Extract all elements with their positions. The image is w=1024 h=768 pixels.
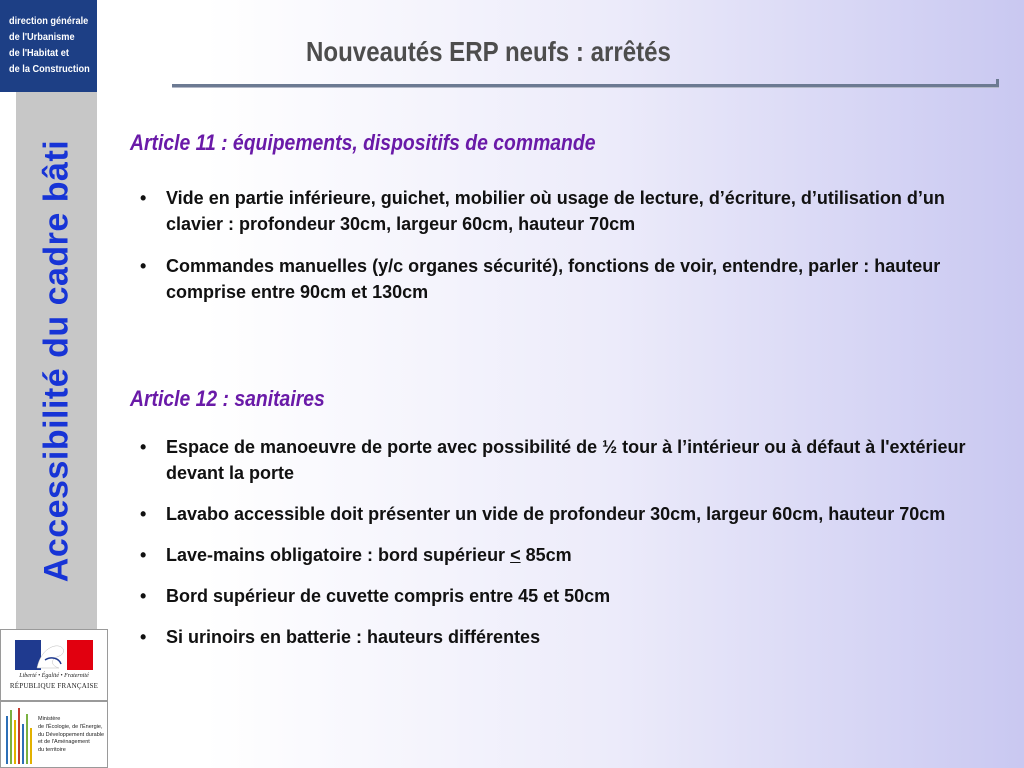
list-item-text: Lavabo accessible doit présenter un vide de profondeur 30cm, largeur 60cm, hauteur 70cm [166, 504, 946, 524]
org-line: de l'Urbanisme [9, 32, 75, 43]
section-heading-article-11: Article 11 : équipements, dispositifs de commande [130, 130, 596, 155]
org-line: de l'Habitat et [9, 48, 69, 59]
vertical-section-title: Accessibilité du cadre bâti [37, 139, 76, 583]
direction-generale-logo [0, 0, 97, 92]
article-11-list [140, 185, 990, 321]
title-divider-tick [996, 79, 999, 87]
list-item [140, 583, 990, 609]
section-heading-article-12: Article 12 : sanitaires [130, 386, 325, 411]
ministere-stripes-icon [4, 706, 36, 766]
org-line: de la Construction [9, 64, 90, 75]
article-12-list [140, 434, 990, 665]
ministere-line: Ministère [38, 716, 61, 722]
list-item [140, 542, 990, 568]
less-or-equal-symbol: < [510, 545, 521, 565]
list-item-text: Commandes manuelles (y/c organes sécurité), fonctions de voir, entendre, parler : hauteur comprise entre 90cm et 130cm [166, 256, 941, 302]
republique-francaise-logo [0, 629, 108, 701]
bullet-icon: • [140, 627, 147, 647]
title-divider [172, 84, 999, 88]
bullet-icon: • [140, 504, 147, 524]
bullet-icon: • [140, 545, 147, 565]
ministere-line: et de l'Aménagement [38, 739, 90, 746]
list-item-text: Espace de manoeuvre de porte avec possibilité de ½ tour à l’intérieur ou à défaut à l'extérieur devant la porte [166, 437, 966, 483]
marianne-flag-icon [15, 640, 93, 670]
slide-title: Nouveautés ERP neufs : arrêtés [306, 36, 671, 67]
list-item-text: Vide en partie inférieure, guichet, mobilier où usage de lecture, d’écriture, d’utilisation d’un clavier : profondeur 30cm, largeur 60cm, hauteur 70cm [166, 188, 945, 234]
list-item-text: Bord supérieur de cuvette compris entre 45 et 50cm [166, 586, 611, 606]
list-item-text [166, 545, 572, 565]
bullet-icon: • [140, 586, 147, 606]
list-item [140, 434, 990, 486]
list-item [140, 253, 990, 305]
text-fragment: 85cm [520, 545, 572, 565]
list-item [140, 624, 990, 650]
republique-motto: Liberté • Égalité • Fraternité [19, 673, 89, 679]
text-fragment: Lave-mains obligatoire : bord supérieur [166, 545, 511, 565]
bullet-icon: • [140, 188, 147, 208]
bullet-icon: • [140, 437, 147, 457]
list-item-text: Si urinoirs en batterie : hauteurs différentes [166, 627, 541, 647]
bullet-icon: • [140, 256, 147, 276]
ministere-line: du territoire [38, 747, 66, 754]
org-line: direction générale [9, 16, 89, 27]
ministere-line: de l'Écologie, de l'Énergie, [38, 723, 103, 730]
ministere-line: du Développement durable [38, 731, 105, 738]
ministere-logo [0, 701, 108, 768]
list-item [140, 501, 990, 527]
list-item [140, 185, 990, 237]
republique-name: RÉPUBLIQUE FRANÇAISE [9, 682, 99, 690]
